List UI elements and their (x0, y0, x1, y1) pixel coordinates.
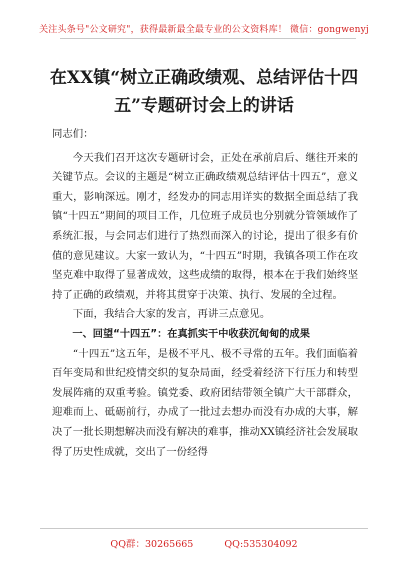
section-heading-1: 一、回望“十四五”：在真抓实干中收获沉甸甸的成果 (72, 328, 310, 340)
salutation: 同志们： (52, 128, 94, 140)
paragraph-section-1: “十四五”这五年，是极不平凡、极不寻常的五年。我们面临着百年变局和世纪疫情交织的复杂局面，经受着经济下行压力和转型发展阵痛的双重考验。镇党委、政府团结带领全镇广大干部群众，迎难而上、砥砺前行，办成了一批过去想办而没有办成的大事，解决了一批长期想解决而没有解决的难事，推动XX镇经济社会发展取得了历史性成就，交出了一份经得 (52, 347, 358, 458)
paragraph-intro: 今天我们召开这次专题研讨会，正处在承前启后、继往开来的关键节点。会议的主题是“树立正确政绩观总结评估十四五”，意义重大，影响深远。刚才，经发办的同志用详实的数据全面总结了我镇“十四五”期间的项目工作，几位班子成员也分别就分管领域作了系统汇报，与会同志们进行了热烈而深入的讨论，提出了很多有价值的意见建议。大家一致认为，“十四五”时期，我镇各项工作在攻坚克难中取得了显著成效，这些成绩的取得，根本在于我们始终坚持了正确的政绩观，并将其贯穿于决策、执行、发展的全过程。 (52, 151, 358, 301)
paragraph-transition: 下面，我结合大家的发言，再讲三点意见。 (72, 308, 271, 321)
speech-body (52, 125, 358, 462)
footer-qq-group: QQ群：30265665 (110, 539, 194, 550)
header-divider (60, 38, 356, 39)
header-note: 关注头条号"公文研究"，获得最新最全最专业的公文资料库！ 微信：gongwenyj (39, 25, 369, 35)
footer-qq-contact: QQ:535304092 (224, 539, 298, 550)
page-title: 在XX镇“树立正确政绩观、总结评估十四五”专题研讨会上的讲话 (49, 68, 359, 116)
footer-divider (40, 528, 368, 529)
footer (0, 536, 408, 550)
